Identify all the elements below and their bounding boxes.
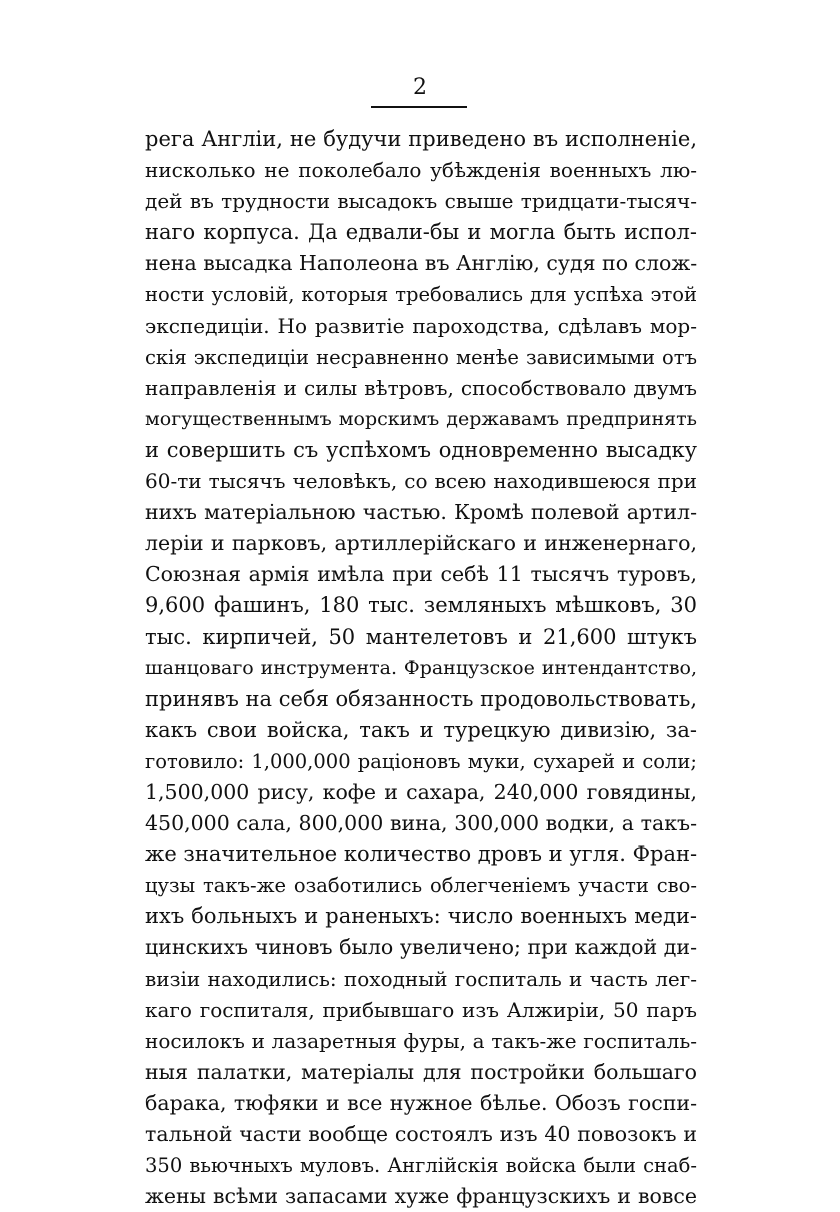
page-number: 2 — [413, 75, 427, 100]
text-line: барака, тюфяки и все нужное бѣлье. Обозъ госпи- — [145, 1090, 697, 1115]
text-line: принявъ на себя обязанность продовольствовать, — [145, 686, 697, 711]
text-line: ныя палатки, матеріалы для постройки большаго — [145, 1059, 697, 1084]
text-line: наго корпуса. Да едвали-бы и могла быть испол- — [145, 220, 697, 245]
text-line: каго госпиталя, прибывшаго изъ Алжиріи, 50 паръ — [145, 997, 697, 1022]
text-line: же значительное количество дровъ и угля. Фран- — [145, 842, 697, 867]
text-line: экспедиціи. Но развитіе пароходства, сдѣлавъ мор- — [145, 313, 697, 338]
header-rule — [371, 106, 467, 108]
text-line: Союзная армія имѣла при себѣ 11 тысячъ туровъ, — [145, 562, 697, 587]
text-line: 1,500,000 рису, кофе и сахара, 240,000 говядины, — [145, 779, 697, 804]
text-line: шанцоваго инструмента. Французское интендантство, — [145, 656, 697, 679]
text-line: рега Англіи, не будучи приведено въ исполненіе, — [145, 127, 697, 151]
text-line: скія экспедиціи несравненно менѣе зависимыми отъ — [145, 345, 697, 369]
text-line: цинскихъ чиновъ было увеличено; при каждой ди- — [145, 935, 697, 960]
text-line: могущественнымъ морскимъ державамъ предпринять — [145, 407, 697, 430]
text-line: 450,000 сала, 800,000 вина, 300,000 водки, а такъ- — [145, 811, 697, 836]
text-line: визіи находились: походный госпиталь и часть лег- — [145, 966, 697, 991]
text-line: готовило: 1,000,000 раціоновъ муки, сухарей и соли; — [145, 749, 697, 773]
text-line: цузы такъ-же озаботились облегченіемъ участи сво- — [145, 874, 697, 898]
text-line: носилокъ и лазаретныя фуры, а такъ-же госпиталь- — [145, 1028, 697, 1053]
text-line: дей въ трудности высадокъ свыше тридцати-тысяч- — [145, 189, 697, 214]
text-line: жены всѣми запасами хуже французскихъ и вовсе — [145, 1184, 697, 1209]
text-line: какъ свои войска, такъ и турецкую дивизію, за- — [145, 717, 697, 742]
text-line: тыс. кирпичей, 50 мантелетовъ и 21,600 штукъ — [145, 624, 697, 649]
text-line: и совершить съ успѣхомъ одновременно высадку — [145, 437, 697, 462]
text-line: нихъ матеріальною частью. Кромѣ полевой артил- — [145, 500, 697, 525]
text-line: нисколько не поколебало убѣжденія военныхъ лю- — [145, 158, 697, 183]
text-line: 9,600 фашинъ, 180 тыс. земляныхъ мѣшковъ, 30 — [145, 593, 697, 618]
text-line: направленія и силы вѣтровъ, способствовало двумъ — [145, 375, 697, 400]
text-line: ихъ больныхъ и раненыхъ: число военныхъ меди- — [145, 904, 697, 929]
text-line: нена высадка Наполеона въ Англію, судя по слож- — [145, 251, 697, 276]
text-line: тальной части вообще состоялъ изъ 40 повозокъ и — [145, 1122, 697, 1146]
body-text — [145, 124, 697, 1212]
text-line: 350 вьючныхъ муловъ. Англійскія войска были снаб- — [145, 1154, 697, 1178]
text-line: 60-ти тысячъ человѣкъ, со всею находившеюся при — [145, 469, 697, 494]
text-line: ности условій, которыя требовались для успѣха этой — [145, 283, 697, 307]
text-line: леріи и парковъ, артиллерійскаго и инженернаго, — [145, 531, 697, 556]
